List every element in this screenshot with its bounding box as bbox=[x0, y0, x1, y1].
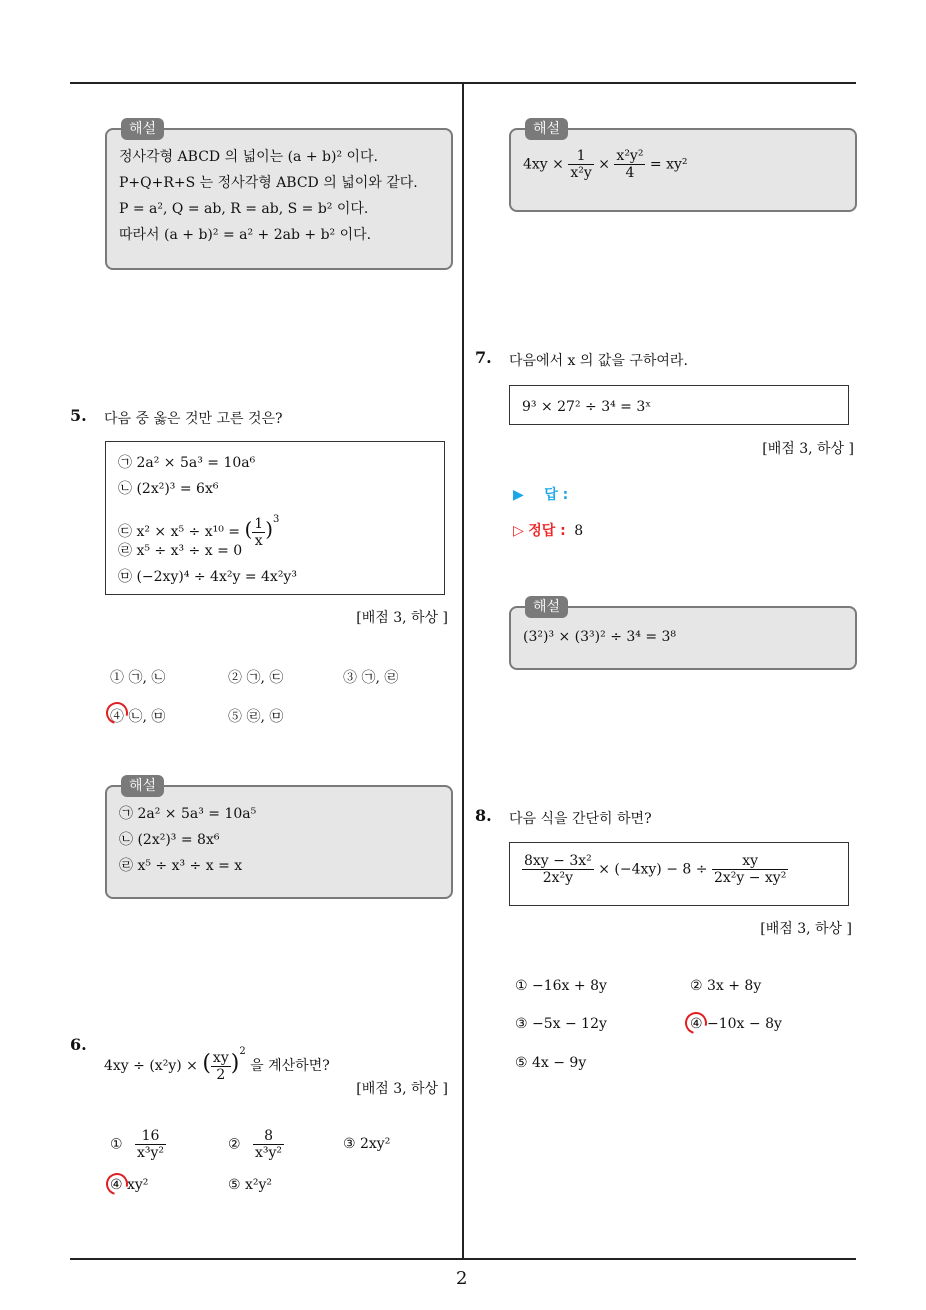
solution-box-q6 bbox=[509, 121, 857, 212]
statement-5: ㉤ (−2xy)⁴ ÷ 4x²y = 4x²y³ bbox=[118, 569, 297, 585]
question-box-7: 9³ × 27² ÷ 3⁴ = 3ˣ bbox=[509, 385, 849, 425]
answer-label: 답 : bbox=[544, 487, 569, 503]
option-2[interactable]: ② 3x + 8y bbox=[690, 978, 762, 994]
question-box-5 bbox=[105, 441, 445, 595]
solution-label: 해설 bbox=[525, 596, 568, 618]
solution-label: 해설 bbox=[121, 775, 164, 797]
option-1[interactable]: ① −16x + 8y bbox=[515, 978, 607, 994]
option-5[interactable]: ⑤ x²y² bbox=[228, 1177, 273, 1193]
correct-answer-line bbox=[513, 520, 583, 540]
page-number: 2 bbox=[456, 1268, 468, 1289]
solution-label: 해설 bbox=[121, 118, 164, 140]
question-text-7: 다음에서 x 의 값을 구하여라. bbox=[509, 353, 688, 369]
solution-box-q7 bbox=[509, 599, 857, 670]
question-number-8: 8. bbox=[475, 806, 492, 825]
question-number-6: 6. bbox=[70, 1035, 87, 1054]
option-1[interactable]: ① ㉠, ㉡ bbox=[110, 670, 166, 686]
solution-label: 해설 bbox=[525, 118, 568, 140]
statement-1: ㉠ 2a² × 5a³ = 10a⁶ bbox=[118, 455, 256, 471]
statement-3: ㉢ x² × x⁵ ÷ x¹⁰ = ( $\frac{1}{x}$ )$^3$ bbox=[118, 514, 280, 549]
statement-3-prefix: ㉢ x² × x⁵ ÷ x¹⁰ = bbox=[118, 524, 241, 540]
option-2[interactable]: ② ㉠, ㉢ bbox=[228, 670, 284, 686]
correct-marker-icon: ▷ bbox=[513, 523, 524, 539]
solution-box-q5 bbox=[105, 778, 453, 899]
solution-line: (3²)³ × (3³)² ÷ 3⁴ = 3⁸ bbox=[523, 629, 677, 645]
answer-circle-mark bbox=[681, 1008, 711, 1038]
option-4[interactable]: ④ −10x − 8y bbox=[690, 1016, 782, 1032]
expression-prefix: 4xy ÷ (x²y) × bbox=[104, 1058, 198, 1074]
statement-4: ㉣ x⁵ ÷ x³ ÷ x = 0 bbox=[118, 543, 243, 559]
question-text-5: 다음 중 옳은 것만 고른 것은? bbox=[104, 411, 283, 427]
question-number-5: 5. bbox=[70, 406, 87, 425]
fraction: $\frac{1}{x}$ bbox=[254, 515, 264, 549]
option-3[interactable]: ③ −5x − 12y bbox=[515, 1016, 607, 1032]
option-5[interactable]: ⑤ ㉣, ㉤ bbox=[228, 709, 284, 725]
question-number-7: 7. bbox=[475, 348, 492, 367]
option-4[interactable]: ④ xy² bbox=[110, 1177, 149, 1193]
score-label-6: [배점 3, 하상 ] bbox=[356, 1081, 448, 1097]
option-3[interactable]: ③ 2xy² bbox=[343, 1136, 391, 1152]
solution-box-q4 bbox=[105, 121, 453, 270]
solution-line: P+Q+R+S 는 정사각형 ABCD 의 넓이와 같다. bbox=[119, 175, 418, 191]
solution-line: 정사각형 ABCD 의 넓이는 (a + b)² 이다. bbox=[119, 149, 379, 165]
score-label-8: [배점 3, 하상 ] bbox=[760, 921, 852, 937]
correct-answer-value: 8 bbox=[574, 523, 584, 539]
correct-answer-label: 정답 : bbox=[528, 523, 566, 539]
question-box-8: $\frac{\text{8xy − 3x²}}{\text{2x²y}}$ × (−4xy) − 8 ÷ $\frac{xy}{\text{2x²y − xy²}}$ bbox=[509, 842, 849, 906]
question-text-8: 다음 식을 간단히 하면? bbox=[509, 811, 652, 827]
solution-line: 4xy × $\frac{1}{\text{x²y}}$ × $\frac{\text{x²y²}}{4}$ = xy² bbox=[523, 148, 688, 181]
solution-line: ㉡ (2x²)³ = 8x⁶ bbox=[119, 832, 220, 848]
option-3[interactable]: ③ ㉠, ㉣ bbox=[343, 670, 399, 686]
question-suffix: 을 계산하면? bbox=[250, 1058, 330, 1074]
answer-circle-mark bbox=[102, 1169, 132, 1199]
option-2[interactable]: ② $\frac{8}{\text{x³y²}}$ bbox=[228, 1128, 283, 1161]
solution-line: ㉣ x⁵ ÷ x³ ÷ x = x bbox=[119, 858, 243, 874]
statement-2: ㉡ (2x²)³ = 6x⁶ bbox=[118, 481, 219, 497]
answer-line bbox=[513, 484, 568, 504]
option-4[interactable]: ④ ㉡, ㉤ bbox=[110, 709, 166, 725]
bottom-rule bbox=[70, 1258, 856, 1260]
answer-marker-icon: ▶ bbox=[513, 487, 524, 503]
solution-line: ㉠ 2a² × 5a³ = 10a⁵ bbox=[119, 806, 257, 822]
option-5[interactable]: ⑤ 4x − 9y bbox=[515, 1055, 587, 1071]
solution-line: 따라서 (a + b)² = a² + 2ab + b² 이다. bbox=[119, 227, 372, 243]
option-1[interactable]: ① $\frac{16}{\text{x³y²}}$ bbox=[110, 1128, 165, 1161]
solution-line: P = a², Q = ab, R = ab, S = b² 이다. bbox=[119, 201, 369, 217]
column-divider bbox=[462, 82, 464, 1258]
question-text-6: 4xy ÷ (x²y) × ( $\frac{xy}{2}$ )$^2$ 을 계산하면? bbox=[104, 1046, 330, 1083]
score-label-5: [배점 3, 하상 ] bbox=[356, 610, 448, 626]
fraction: $\frac{xy}{2}$ bbox=[212, 1049, 229, 1083]
score-label-7: [배점 3, 하상 ] bbox=[762, 441, 854, 457]
